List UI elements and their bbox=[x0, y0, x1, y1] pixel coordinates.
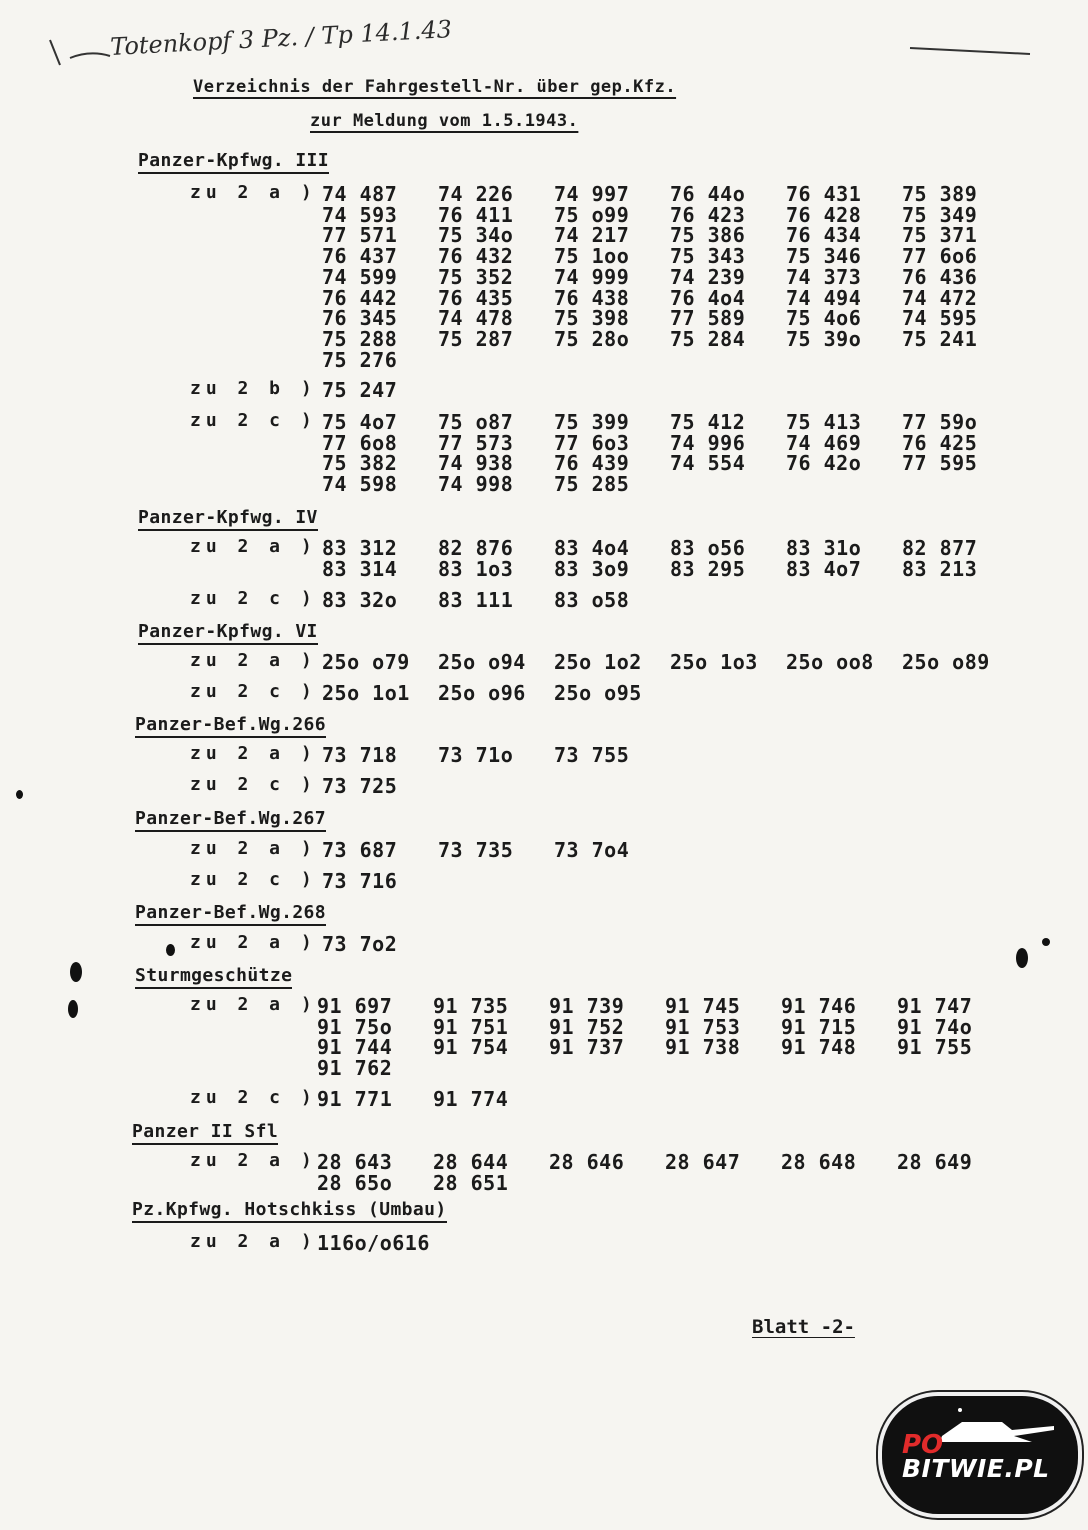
chassis-number: 76 432 bbox=[438, 244, 514, 269]
chassis-number: 75 389 bbox=[902, 182, 978, 206]
subgroup-label: zu 2 a ) bbox=[190, 650, 317, 671]
chassis-number: 74 593 bbox=[322, 202, 398, 227]
section-heading: Panzer-Kpfwg. IV bbox=[138, 507, 318, 531]
page-number-label: Blatt -2- bbox=[752, 1316, 855, 1338]
chassis-number: 75 343 bbox=[670, 244, 746, 269]
chassis-number: 75 352 bbox=[438, 264, 514, 289]
chassis-number: 74 487 bbox=[322, 182, 398, 206]
chassis-number: 74 472 bbox=[902, 285, 978, 310]
subgroup-label: zu 2 c ) bbox=[190, 869, 317, 890]
chassis-number: 74 998 bbox=[438, 472, 514, 497]
chassis-number: 91 715 bbox=[781, 1014, 857, 1039]
chassis-number: 25o o96 bbox=[438, 681, 526, 705]
chassis-number: 91 739 bbox=[549, 994, 625, 1018]
chassis-number: 74 226 bbox=[438, 182, 514, 206]
chassis-number: 28 65o bbox=[317, 1170, 393, 1195]
chassis-number: 76 442 bbox=[322, 285, 398, 310]
chassis-number: 116o/o616 bbox=[317, 1231, 430, 1255]
chassis-number: 75 28o bbox=[554, 326, 630, 351]
chassis-number: 91 747 bbox=[897, 994, 973, 1018]
chassis-number: 91 697 bbox=[317, 994, 393, 1018]
chassis-number: 91 751 bbox=[433, 1014, 509, 1039]
chassis-number: 76 428 bbox=[786, 202, 862, 227]
chassis-number: 25o 1o1 bbox=[322, 681, 410, 705]
chassis-number: 76 42o bbox=[786, 451, 862, 476]
chassis-number: 76 439 bbox=[554, 451, 630, 476]
chassis-number: 83 o56 bbox=[670, 536, 746, 560]
chassis-number: 91 738 bbox=[665, 1035, 741, 1060]
chassis-number: 76 423 bbox=[670, 202, 746, 227]
chassis-number: 75 39o bbox=[786, 326, 862, 351]
chassis-number: 75 413 bbox=[786, 410, 862, 434]
chassis-number: 91 735 bbox=[433, 994, 509, 1018]
chassis-number: 75 1oo bbox=[554, 244, 630, 269]
section-heading: Panzer-Bef.Wg.268 bbox=[135, 902, 326, 926]
chassis-number: 83 312 bbox=[322, 536, 398, 560]
chassis-number: 75 349 bbox=[902, 202, 978, 227]
logo-text-bottom: BITWIE.PL bbox=[902, 1454, 1050, 1483]
chassis-number: 77 59o bbox=[902, 410, 978, 434]
chassis-number: 28 649 bbox=[897, 1150, 973, 1174]
chassis-number: 76 434 bbox=[786, 223, 862, 248]
chassis-number: 83 4o7 bbox=[786, 556, 862, 581]
subgroup-label: zu 2 a ) bbox=[190, 1150, 317, 1171]
chassis-number: 74 938 bbox=[438, 451, 514, 476]
chassis-number: 25o 1o2 bbox=[554, 650, 642, 674]
subgroup-label: zu 2 a ) bbox=[190, 994, 317, 1015]
ink-spot bbox=[68, 1000, 78, 1018]
chassis-number: 73 687 bbox=[322, 838, 398, 862]
chassis-number: 83 111 bbox=[438, 588, 514, 612]
section-heading: Panzer-Kpfwg. III bbox=[138, 150, 329, 174]
chassis-number: 83 3o9 bbox=[554, 556, 630, 581]
chassis-number: 83 314 bbox=[322, 556, 398, 581]
chassis-number: 73 7o4 bbox=[554, 838, 630, 862]
chassis-number: 91 745 bbox=[665, 994, 741, 1018]
chassis-number: 73 716 bbox=[322, 869, 398, 893]
chassis-number: 76 44o bbox=[670, 182, 746, 206]
chassis-number: 75 346 bbox=[786, 244, 862, 269]
chassis-number: 74 599 bbox=[322, 264, 398, 289]
chassis-number: 82 876 bbox=[438, 536, 514, 560]
ink-spot bbox=[16, 790, 23, 799]
chassis-number: 83 4o4 bbox=[554, 536, 630, 560]
chassis-number: 74 478 bbox=[438, 306, 514, 331]
subgroup-label: zu 2 a ) bbox=[190, 182, 317, 203]
subgroup-label: zu 2 a ) bbox=[190, 536, 317, 557]
chassis-number: 75 399 bbox=[554, 410, 630, 434]
chassis-number: 75 34o bbox=[438, 223, 514, 248]
chassis-number: 91 755 bbox=[897, 1035, 973, 1060]
chassis-number: 91 748 bbox=[781, 1035, 857, 1060]
chassis-number: 73 7o2 bbox=[322, 932, 398, 956]
chassis-number: 91 762 bbox=[317, 1056, 393, 1081]
chassis-number: 75 4o7 bbox=[322, 410, 398, 434]
chassis-number: 74 494 bbox=[786, 285, 862, 310]
chassis-number: 75 4o6 bbox=[786, 306, 862, 331]
chassis-number: 25o o79 bbox=[322, 650, 410, 674]
chassis-number: 73 755 bbox=[554, 743, 630, 767]
chassis-number: 77 573 bbox=[438, 430, 514, 455]
chassis-number: 75 o99 bbox=[554, 202, 630, 227]
chassis-number: 82 877 bbox=[902, 536, 978, 560]
chassis-number: 91 737 bbox=[549, 1035, 625, 1060]
chassis-number: 91 771 bbox=[317, 1087, 393, 1111]
chassis-number: 73 725 bbox=[322, 774, 398, 798]
chassis-number: 91 752 bbox=[549, 1014, 625, 1039]
chassis-number: 74 598 bbox=[322, 472, 398, 497]
chassis-number: 74 373 bbox=[786, 264, 862, 289]
section-heading: Panzer-Bef.Wg.266 bbox=[135, 714, 326, 738]
subgroup-label: zu 2 a ) bbox=[190, 1231, 317, 1252]
chassis-number: 74 595 bbox=[902, 306, 978, 331]
chassis-number: 75 386 bbox=[670, 223, 746, 248]
chassis-number: 28 644 bbox=[433, 1150, 509, 1174]
chassis-number: 75 o87 bbox=[438, 410, 514, 434]
ink-spot bbox=[70, 962, 82, 982]
section-heading: Panzer-Kpfwg. VI bbox=[138, 621, 318, 645]
chassis-number: 74 469 bbox=[786, 430, 862, 455]
ink-spot bbox=[166, 944, 175, 956]
document-subtitle: zur Meldung vom 1.5.1943. bbox=[310, 111, 579, 131]
chassis-number: 77 6o8 bbox=[322, 430, 398, 455]
chassis-number: 75 412 bbox=[670, 410, 746, 434]
chassis-number: 75 287 bbox=[438, 326, 514, 351]
logo-text-top: PO bbox=[902, 1430, 944, 1460]
chassis-number: 73 718 bbox=[322, 743, 398, 767]
chassis-number: 73 735 bbox=[438, 838, 514, 862]
chassis-number: 76 411 bbox=[438, 202, 514, 227]
chassis-number: 77 595 bbox=[902, 451, 978, 476]
chassis-number: 83 213 bbox=[902, 556, 978, 581]
chassis-number: 75 284 bbox=[670, 326, 746, 351]
chassis-number: 91 774 bbox=[433, 1087, 509, 1111]
chassis-number: 25o 1o3 bbox=[670, 650, 758, 674]
chassis-number: 77 571 bbox=[322, 223, 398, 248]
subgroup-label: zu 2 a ) bbox=[190, 838, 317, 859]
chassis-number: 28 651 bbox=[433, 1170, 509, 1195]
subgroup-label: zu 2 c ) bbox=[190, 681, 317, 702]
ink-spot bbox=[1042, 938, 1050, 946]
subgroup-label: zu 2 c ) bbox=[190, 1087, 317, 1108]
chassis-number: 83 o58 bbox=[554, 588, 630, 612]
chassis-number: 28 647 bbox=[665, 1150, 741, 1174]
chassis-number: 76 438 bbox=[554, 285, 630, 310]
chassis-number: 83 295 bbox=[670, 556, 746, 581]
chassis-number: 28 646 bbox=[549, 1150, 625, 1174]
subgroup-label: zu 2 c ) bbox=[190, 774, 317, 795]
chassis-number: 77 6o3 bbox=[554, 430, 630, 455]
chassis-number: 74 217 bbox=[554, 223, 630, 248]
chassis-number: 76 345 bbox=[322, 306, 398, 331]
chassis-number: 25o o89 bbox=[902, 650, 990, 674]
subgroup-label: zu 2 a ) bbox=[190, 932, 317, 953]
chassis-number: 75 288 bbox=[322, 326, 398, 351]
chassis-number: 91 75o bbox=[317, 1014, 393, 1039]
section-heading: Pz.Kpfwg. Hotschkiss (Umbau) bbox=[132, 1199, 447, 1223]
chassis-number: 91 74o bbox=[897, 1014, 973, 1039]
chassis-number: 76 4o4 bbox=[670, 285, 746, 310]
chassis-number: 28 648 bbox=[781, 1150, 857, 1174]
chassis-number: 74 554 bbox=[670, 451, 746, 476]
subgroup-label: zu 2 b ) bbox=[190, 378, 317, 399]
handwritten-note: Totenkopf 3 Pz. / Tp 14.1.43 bbox=[109, 15, 453, 61]
chassis-number: 75 247 bbox=[322, 378, 398, 402]
chassis-number: 74 996 bbox=[670, 430, 746, 455]
chassis-number: 75 398 bbox=[554, 306, 630, 331]
chassis-number: 83 1o3 bbox=[438, 556, 514, 581]
chassis-number: 75 276 bbox=[322, 347, 398, 372]
chassis-number: 76 435 bbox=[438, 285, 514, 310]
chassis-number: 75 285 bbox=[554, 472, 630, 497]
chassis-number: 25o o95 bbox=[554, 681, 642, 705]
watermark-logo bbox=[878, 1392, 1082, 1518]
chassis-number: 76 437 bbox=[322, 244, 398, 269]
chassis-number: 25o o94 bbox=[438, 650, 526, 674]
chassis-number: 76 431 bbox=[786, 182, 862, 206]
subgroup-label: zu 2 a ) bbox=[190, 743, 317, 764]
chassis-number: 91 753 bbox=[665, 1014, 741, 1039]
chassis-number: 77 6o6 bbox=[902, 244, 978, 269]
chassis-number: 75 371 bbox=[902, 223, 978, 248]
subgroup-label: zu 2 c ) bbox=[190, 588, 317, 609]
section-heading: Panzer II Sfl bbox=[132, 1121, 278, 1145]
chassis-number: 77 589 bbox=[670, 306, 746, 331]
chassis-number: 25o oo8 bbox=[786, 650, 874, 674]
ink-spot bbox=[1016, 948, 1028, 968]
subgroup-label: zu 2 c ) bbox=[190, 410, 317, 431]
chassis-number: 28 643 bbox=[317, 1150, 393, 1174]
section-heading: Panzer-Bef.Wg.267 bbox=[135, 808, 326, 832]
section-heading: Sturmgeschütze bbox=[135, 965, 292, 989]
chassis-number: 76 436 bbox=[902, 264, 978, 289]
chassis-number: 75 241 bbox=[902, 326, 978, 351]
chassis-number: 75 382 bbox=[322, 451, 398, 476]
chassis-number: 91 754 bbox=[433, 1035, 509, 1060]
chassis-number: 76 425 bbox=[902, 430, 978, 455]
chassis-number: 91 744 bbox=[317, 1035, 393, 1060]
chassis-number: 83 31o bbox=[786, 536, 862, 560]
chassis-number: 73 71o bbox=[438, 743, 514, 767]
document-title: Verzeichnis der Fahrgestell-Nr. über gep.Kfz. bbox=[193, 77, 677, 97]
chassis-number: 91 746 bbox=[781, 994, 857, 1018]
chassis-number: 74 997 bbox=[554, 182, 630, 206]
chassis-number: 74 239 bbox=[670, 264, 746, 289]
chassis-number: 83 32o bbox=[322, 588, 398, 612]
chassis-number: 74 999 bbox=[554, 264, 630, 289]
